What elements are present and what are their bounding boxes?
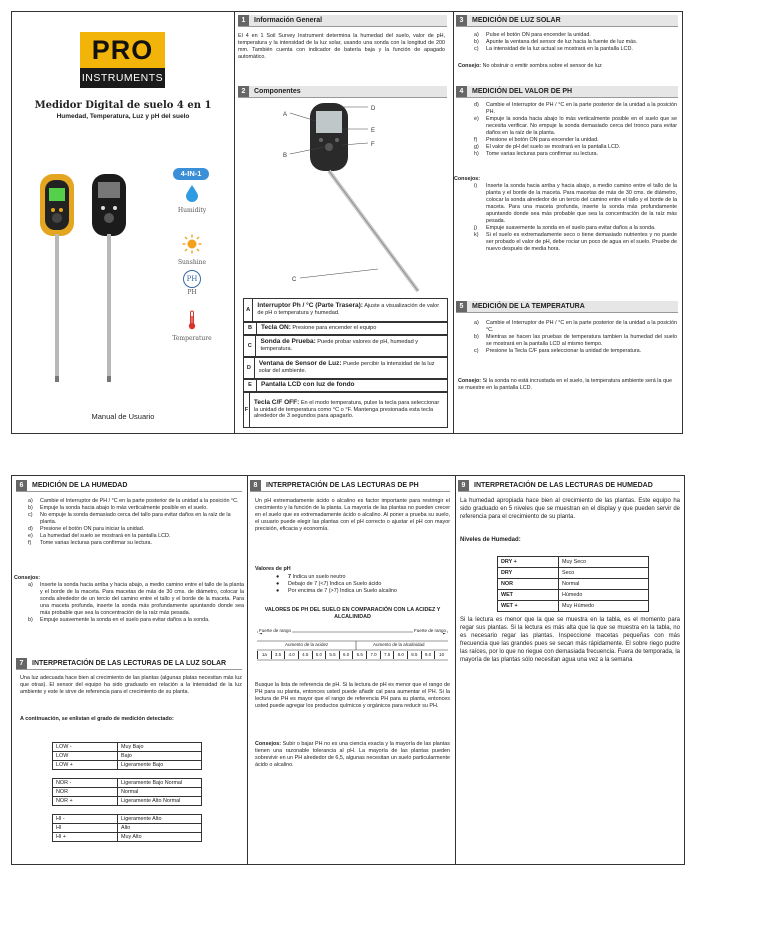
scale-tick: 7.0	[366, 651, 380, 659]
component-name: Ventana de Sensor de Luz:	[258, 360, 342, 368]
component-key: C	[244, 336, 256, 356]
list-text: Empuje suavemente la sonda en el suelo para evitar daños a la sonda.	[486, 225, 656, 231]
advice-text: Si la sonda no está incrustada en el suelo, la temperatura ambiente será la que se muestre en la pantalla LCD.	[458, 378, 672, 391]
list-text: No empuje la sonda demasiado cerca del tallo para evitar daños en la raíz de la planta.	[40, 512, 231, 525]
logo-pro-text: PRO	[80, 32, 165, 68]
list-text: Tome varias lecturas para confirmar su lectura.	[40, 540, 153, 546]
product-subtitle: Humedad, Temperatura, Luz y pH del suelo	[56, 113, 190, 120]
list-item	[26, 498, 244, 505]
list-marker: b)	[474, 39, 479, 45]
table-row	[498, 557, 649, 568]
section-title: MEDICIÓN DE LUZ SOLAR	[472, 17, 561, 24]
section-7-lead: A continuación, se enlistan el grado de medición detectado:	[20, 716, 174, 722]
list-text: Cambie el Interruptor de PH / °C en la parte posterior de la unidad a la posición °C.	[40, 498, 239, 504]
scale-tick: 8.5	[407, 651, 421, 659]
scale-left-label: Fuerte de rango	[259, 628, 292, 633]
list-item	[26, 533, 244, 540]
section-3-list	[472, 32, 677, 53]
components-diagram	[238, 99, 447, 299]
section-number: 4	[456, 86, 467, 97]
level-code: HI -	[53, 815, 118, 824]
section-number: 1	[238, 15, 249, 26]
list-item	[26, 512, 244, 526]
list-text: Si el suelo es extremadamente seco o tiene demasiado nutrientes y no puede ser probado el valor de pH, debe rociar un poco de agua en el suelo. Pruebe de nuevo después de media hora.	[486, 232, 677, 252]
feature-label: Sunshine	[177, 259, 207, 266]
level-code: NOR +	[53, 797, 118, 806]
feature-temperature	[167, 310, 217, 342]
list-marker: b)	[474, 334, 479, 340]
section-title: INTERPRETACIÓN DE LAS LECTURAS DE PH	[266, 482, 419, 489]
section-9-body2: Si la lectura es menor que la que se muestra en la tabla, es el momento para regar sus plantas. Si la lectura es más alta que la que se muestra en la tabla, no es necesario regar las plantas. Inspeccione macetas pequeñas con más frecuencia que las grandes pues se secan más rápidamente. El sobre riego pudre las raíces, por lo que no riegue con demasiada frecuencia. Fuera de temporada, la mayoría de las plantas sólo necesitan agua una vez a la semana	[460, 617, 680, 663]
column-divider	[234, 12, 235, 433]
component-row-A	[243, 298, 448, 322]
level-code: NOR -	[53, 779, 118, 788]
ph-scale-chart	[255, 627, 450, 663]
section-title: MEDICIÓN DE LA HUMEDAD	[32, 482, 128, 489]
scale-tick: 9.0	[421, 651, 435, 659]
list-item	[472, 116, 677, 137]
callout-F: F	[371, 142, 375, 148]
list-marker: j)	[474, 225, 477, 231]
advice-item	[472, 183, 677, 225]
list-marker: c)	[474, 348, 479, 354]
section-6-header	[16, 480, 242, 492]
column-divider	[247, 476, 248, 864]
level-code: NOR	[53, 788, 118, 797]
table-row	[53, 815, 202, 824]
advice-label: Consejos:	[255, 741, 282, 747]
table-row	[53, 761, 202, 770]
section-5-header	[456, 301, 678, 313]
level-desc: Seco	[559, 568, 649, 579]
list-text: El valor de pH del suelo se mostrará en la pantalla LCD.	[486, 144, 621, 150]
bullet-icon: ●	[276, 574, 280, 580]
section-number: 6	[16, 480, 27, 491]
section-4-list	[472, 102, 677, 158]
level-desc: Muy Húmedo	[559, 601, 649, 612]
section-title: Componentes	[254, 88, 301, 95]
section-5-list	[472, 320, 677, 355]
advice-label: Consejo:	[458, 63, 482, 69]
section-number: 2	[238, 86, 249, 97]
section-6-advice-label: Consejos:	[14, 575, 41, 581]
advice-text: No obstruir o emitir sombra sobre el sensor de luz	[482, 63, 602, 69]
section-5-advice	[458, 378, 676, 392]
level-code: WET	[498, 590, 559, 601]
scale-tick: 3.5	[271, 651, 285, 659]
level-desc: Muy Alto	[118, 833, 202, 842]
advice-item	[472, 225, 677, 232]
scale-tick: 5.5	[325, 651, 339, 659]
component-name: Pantalla LCD con luz de fondo	[261, 381, 355, 389]
scale-tick: 5.0	[312, 651, 326, 659]
component-name: Interruptor Ph / °C (Parte Trasera):	[257, 302, 363, 310]
list-marker: f)	[28, 540, 32, 546]
section-6-advice-list	[26, 582, 244, 624]
level-desc: Alto	[118, 824, 202, 833]
table-row	[53, 752, 202, 761]
section-7-body: Una luz adecuada hace bien al crecimiento de las plantas (algunas platas necesitan más luz que otras). El sensor del equipo ha sido graduado en relación a la intensidad de la luz ambiente y este le sirve de referencia para el crecimiento de su planta.	[20, 675, 242, 695]
component-desc: Puede percibir la intensidad de la luz solar del ambiente.	[258, 361, 435, 374]
humidity-levels-title: Niveles de Humedad:	[460, 537, 521, 543]
pro-logo	[80, 32, 165, 88]
level-desc: Normal	[559, 579, 649, 590]
table-row	[498, 601, 649, 612]
level-code: LOW +	[53, 761, 118, 770]
list-marker: d)	[474, 102, 479, 108]
feature-label: Humidity	[177, 207, 207, 214]
list-text: Pulse el botón ON para encender la unidad.	[486, 32, 591, 38]
list-marker: a)	[474, 320, 479, 326]
list-marker: c)	[28, 512, 33, 518]
level-desc: Húmedo	[559, 590, 649, 601]
advice-item	[26, 582, 244, 617]
list-item	[472, 320, 677, 334]
level-desc: Ligeramente Bajo Normal	[118, 779, 202, 788]
component-row-C	[243, 335, 448, 357]
list-text: Empuje la sonda hacia abajo lo más verticalmente posible en el suelo que se necesita verificar. No empuje la sonda demasiado cerca del tronco para evitar daños en la raíz de la planta.	[486, 116, 677, 136]
list-text: La humedad del suelo se mostrará en la pantalla LCD.	[40, 533, 171, 539]
level-desc: Muy Seco	[559, 557, 649, 568]
ph-icon: PH	[183, 270, 201, 288]
scale-tick: 1a	[257, 651, 271, 659]
section-3-header	[456, 15, 678, 27]
list-marker: b)	[28, 617, 33, 623]
light-level-tables	[52, 742, 202, 842]
component-name: Sonda de Prueba:	[260, 338, 316, 346]
meter-black-image	[92, 174, 126, 382]
list-item	[26, 526, 244, 533]
table-row	[53, 833, 202, 842]
list-text: Empuje suavemente la sonda en el suelo para evitar daños a la sonda.	[40, 617, 210, 623]
scale-tick: 10	[434, 651, 448, 659]
section-4-advice-label: Consejos:	[454, 176, 481, 182]
level-code: DRY +	[498, 557, 559, 568]
list-marker: e)	[474, 116, 479, 122]
section-9-body: La humedad apropiada hace bien al crecimiento de las plantas. Este equipo ha sido graduado en 5 niveles que se muestran en el display y que pueden servir de referencia para el crecimiento de su planta.	[460, 498, 680, 520]
level-code: WET +	[498, 601, 559, 612]
list-marker: a)	[28, 582, 33, 588]
scale-tick: 4.5	[298, 651, 312, 659]
ph-value-item: ● Por encima de 7 (>7) Indica un Suelo alcalino	[276, 588, 397, 594]
scale-tick: 7.5	[380, 651, 394, 659]
section-number: 3	[456, 15, 467, 26]
feature-label: PH	[187, 289, 197, 296]
section-8-advice	[255, 741, 450, 769]
level-code: NOR	[498, 579, 559, 590]
advice-label: Consejo:	[458, 378, 482, 384]
table-row	[498, 568, 649, 579]
level-code: LOW -	[53, 743, 118, 752]
list-text: Cambie el Interruptor de PH / °C en la parte posterior de la unidad a la posición °C.	[486, 320, 677, 333]
section-1-header	[238, 15, 447, 27]
humidity-levels-table	[497, 556, 649, 612]
scale-acid-label: Aumento de la acidez	[285, 642, 329, 647]
component-desc: Presione para encender el equipo	[292, 325, 377, 332]
scale-tick: 4.0	[284, 651, 298, 659]
section-4-header	[456, 86, 678, 98]
section-number: 8	[250, 480, 261, 491]
list-text: Inserte la sonda hacia arriba y hacia abajo, a medio camino entre el tallo de la planta y el borde de la maceta. Para macetas de más de 30 cms. de diámetro, colocar la sonda alrededor de un tercio del camino entre el tallo y el borde de la maceta. Para una maceta profunda, inserte la sonda más profundamente apuntando donde sea más probable que sea la concentración de la raíz más pesada.	[40, 582, 244, 616]
list-item	[472, 102, 677, 116]
section-7-header	[16, 658, 242, 670]
list-item	[472, 39, 677, 46]
list-marker: e)	[28, 533, 33, 539]
table-row	[53, 797, 202, 806]
feature-label: Temperature	[172, 335, 212, 342]
sun-icon	[182, 234, 202, 254]
list-text: Cambie el Interruptor de PH / °C en la parte posterior de la unidad a la posición PH.	[486, 102, 677, 115]
section-number: 9	[458, 480, 469, 491]
section-2-header	[238, 86, 447, 98]
product-title: Medidor Digital de suelo 4 en 1	[34, 100, 212, 111]
section-8-body: Un pH extremadamente ácido o alcalino es factor importante para restringir el crecimiento y la función de la planta. La mayoría de las plantas no pueden crecer en el suelo que es extremadamente ácido o alcalino. Al poner a prueba su suelo, el usuario puede elegir las plantas con el pH correcto o ajustar el pH con mayor precisión, eficacia y economía.	[255, 498, 450, 532]
scale-tick: 6.0	[339, 651, 353, 659]
section-8-body2: Busque la lista de referencia de pH. Si la lectura de pH es menor que el rango de PH para su planta, entonces usted puede añadir cal para aumentar el PH. Si la lectura de PH es mayor que el rango de referencia PH para su planta, entonces usted puede agregar los productos químicos y orgánicos para reducir su PH.	[255, 682, 450, 709]
section-title: INTERPRETACIÓN DE LAS LECTURAS DE LA LUZ SOLAR	[32, 660, 227, 667]
callout-D: D	[371, 106, 376, 112]
list-item	[26, 505, 244, 512]
meter-body	[310, 103, 418, 291]
list-item	[472, 32, 677, 39]
ph-value-item: ● 7 Indica un suelo neutro	[276, 574, 346, 580]
list-marker: b)	[28, 505, 33, 511]
advice-text: Subir o bajar PH no es una ciencia exacta y la mayoría de las plantas tienen una razonable tolerancia al pH. La mayoría de las plantas pueden sobrevivir en un PH alrededor de 6,5, algunas necesitan un suelo particularmente ácido o alcalino.	[255, 741, 450, 768]
list-marker: d)	[28, 526, 33, 532]
table-row	[53, 779, 202, 788]
section-3-advice	[458, 63, 676, 70]
list-text: Presione la Tecla C/F para seleccionar la unidad de temperatura.	[486, 348, 642, 354]
level-desc: Muy Bajo	[118, 743, 202, 752]
section-title: INTERPRETACIÓN DE LAS LECTURAS DE HUMEDAD	[474, 482, 653, 489]
list-marker: f)	[474, 137, 478, 143]
callout-E: E	[371, 128, 376, 134]
level-code: HI +	[53, 833, 118, 842]
level-desc: Ligeramente Alto	[118, 815, 202, 824]
advice-item	[472, 232, 677, 253]
table-row	[498, 579, 649, 590]
scale-right-label: Fuerte de rango	[413, 628, 446, 633]
page-1	[11, 11, 683, 434]
list-item	[26, 540, 244, 547]
section-title: MEDICIÓN DEL VALOR DE PH	[472, 88, 573, 95]
four-in-one-badge: 4-IN-1	[173, 168, 209, 180]
table-row	[53, 788, 202, 797]
component-name: Tecla ON:	[261, 324, 291, 332]
section-8-header	[250, 480, 450, 492]
component-row-F	[243, 392, 448, 428]
table-row	[53, 824, 202, 833]
list-text: Presione el botón ON para iniciar la unidad.	[40, 526, 145, 532]
thermometer-icon	[187, 310, 197, 330]
feature-humidity	[172, 184, 212, 214]
list-item	[472, 348, 677, 355]
level-code: HI	[53, 824, 118, 833]
section-4-advice-list	[472, 183, 677, 253]
level-desc: Ligeramente Bajo	[118, 761, 202, 770]
component-name: Tecla C/F OFF:	[253, 399, 300, 407]
bullet-icon: ●	[276, 581, 280, 587]
scale-alkaline-label: Aumento de la alcalinidad	[373, 642, 425, 647]
list-text: Apunte la ventana del sensor de luz hacia la fuente de luz más.	[486, 39, 638, 45]
list-text: La intensidad de la luz actual se mostrará en la pantalla LCD.	[486, 46, 633, 52]
list-marker: a)	[474, 32, 479, 38]
section-6-list	[26, 498, 244, 547]
section-title: Información General	[254, 17, 323, 24]
light-level-table	[52, 742, 202, 770]
list-marker: k)	[474, 232, 479, 238]
list-marker: a)	[28, 498, 33, 504]
level-desc: Bajo	[118, 752, 202, 761]
list-item	[472, 334, 677, 348]
list-marker: c)	[474, 46, 479, 52]
manual-label: Manual de Usuario	[91, 412, 155, 421]
scale-tick: 8.0	[393, 651, 407, 659]
callout-A: A	[283, 112, 288, 118]
table-row	[53, 743, 202, 752]
component-desc: Ajuste a visualización de valor de pH o temperatura y humedad.	[257, 303, 440, 316]
section-1-body: El 4 en 1 Soil Survey Instrument determina la humedad del suelo, valor de pH, temperatura y la intensidad de la luz solar, usando una sonda con la longitud de 200 mm. También cuenta con indicador de batería baja y la función de apagado automático.	[238, 33, 445, 60]
section-number: 5	[456, 301, 467, 312]
ph-values-title: Valores de pH	[255, 566, 291, 572]
component-row-D	[243, 357, 448, 379]
list-marker: h)	[474, 151, 479, 157]
ph-scale-title: VALORES DE PH DEL SUELO EN COMPARACIÓN CON LA ACIDEZ Y ALCALINIDAD	[264, 607, 441, 620]
table-row	[498, 590, 649, 601]
list-marker: i)	[474, 183, 477, 189]
bullet-icon: ●	[276, 588, 280, 594]
advice-item	[26, 617, 244, 624]
list-text: Presione el botón ON para encender la unidad.	[486, 137, 599, 143]
list-text: Inserte la sonda hacia arriba y hacia abajo, a medio camino entre el tallo de la planta y el borde de la maceta. Para macetas de más de 30 cms. de diámetro, colocar la sonda alrededor de un tercio del camino entre el tallo y el borde de la maceta. Para una maceta profunda, inserte la sonda más profundamente apuntando donde sea más probable que sea la concentración de la raíz más pesada.	[486, 183, 677, 224]
ph-values-list	[274, 574, 449, 595]
light-level-table	[52, 778, 202, 806]
component-key: D	[244, 358, 255, 378]
device-images	[34, 170, 154, 390]
component-key: A	[244, 299, 253, 321]
component-row-B	[243, 322, 448, 335]
page-2	[11, 475, 685, 865]
ph-value-item: ● Debajo de 7 (<7) Indica un Suelo ácido	[276, 581, 382, 587]
list-text: Tome varias lecturas para confirmar su lectura.	[486, 151, 599, 157]
level-code: DRY	[498, 568, 559, 579]
column-divider	[453, 12, 454, 433]
callout-B: B	[283, 153, 288, 159]
component-desc: Puede probar valores de pH, humedad y temperatura.	[260, 339, 419, 352]
component-key: F	[244, 393, 250, 427]
list-item	[472, 151, 677, 158]
list-item	[472, 46, 677, 53]
section-title: MEDICIÓN DE LA TEMPERATURA	[472, 303, 585, 310]
section-number: 7	[16, 658, 27, 669]
component-desc: En el modo temperatura, pulse la tecla para seleccionar la unidad de temperatura como °C o °F. Mantenga presionada esta tecla alrededor de 3 segundos para apagarlo.	[253, 400, 440, 420]
callout-C: C	[292, 277, 297, 283]
section-9-header	[458, 480, 680, 492]
list-text: Mientras se hacen las pruebas de temperatura tambien la humedad del suelo se mostrará en la pantalla LCD al mismo tiempo.	[486, 334, 677, 347]
component-row-E	[243, 379, 448, 392]
column-divider	[455, 476, 456, 864]
list-text: Empuje la sonda hacia abajo lo más verticalmente posible en el suelo.	[40, 505, 208, 511]
feature-ph	[172, 270, 212, 296]
list-item	[472, 137, 677, 144]
level-desc: Normal	[118, 788, 202, 797]
scale-ticks	[257, 651, 448, 659]
light-level-table	[52, 814, 202, 842]
meter-yellow-image	[40, 174, 74, 382]
component-key: E	[244, 380, 257, 391]
water-drop-icon	[185, 184, 199, 202]
level-desc: Ligeramente Alto Normal	[118, 797, 202, 806]
component-key: B	[244, 323, 257, 334]
level-code: LOW	[53, 752, 118, 761]
logo-instruments-text: INSTRUMENTS	[80, 68, 165, 88]
feature-sunshine	[172, 234, 212, 266]
scale-tick: 6.5	[352, 651, 366, 659]
list-marker: g)	[474, 144, 479, 150]
list-item	[472, 144, 677, 151]
